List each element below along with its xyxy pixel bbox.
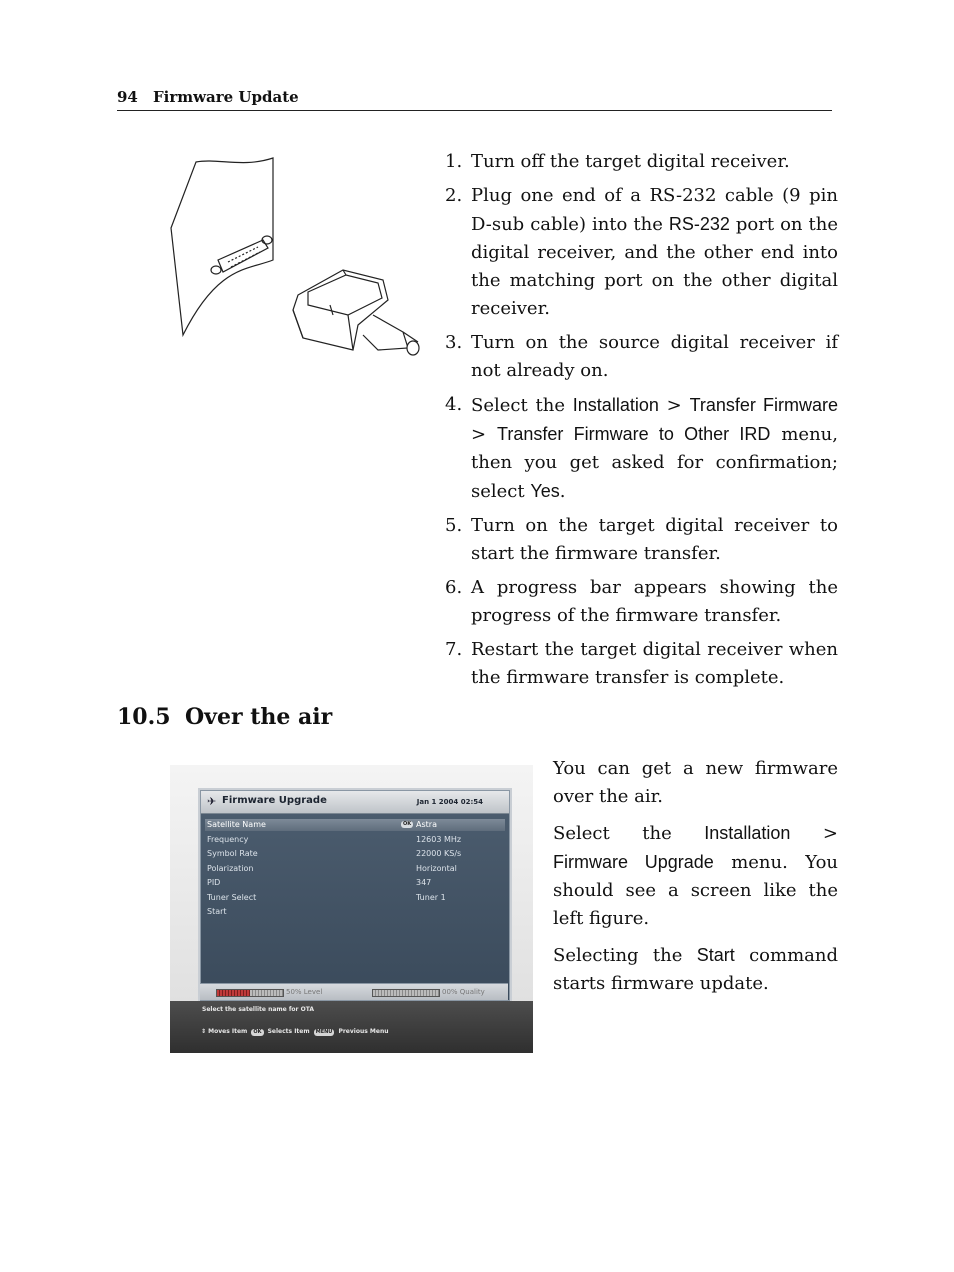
section-heading (117, 704, 332, 730)
step-number: 7. (445, 639, 463, 660)
menu-term: Installation (704, 823, 791, 843)
text-run: . (559, 481, 566, 502)
menu-row-value: 22000 KS/s (416, 849, 462, 858)
nav-moves: Moves Item (208, 1028, 248, 1035)
step-item (445, 574, 838, 630)
text-run: > (658, 395, 690, 416)
chapter-title: Firmware Update (153, 88, 299, 106)
menu-title: Firmware Upgrade (222, 795, 327, 806)
menu-row-value: Horizontal (416, 863, 457, 873)
step-number: 2. (445, 185, 463, 206)
menu-row-label: Symbol Rate (207, 849, 258, 858)
step-item (445, 329, 838, 385)
menu-row-value: Astra (416, 820, 437, 829)
menu-term: Firmware Upgrade (553, 852, 714, 872)
menu-row (205, 834, 505, 846)
text-run: Turn on the source digital receiver if not already on. (471, 332, 838, 381)
menu-row (205, 892, 505, 904)
text-run: port on the digital receiver, and the other end into the matching port on the other digital receiver. (471, 214, 838, 319)
step-number: 3. (445, 332, 463, 353)
menu-row-value: 12603 MHz (416, 834, 462, 844)
step-item (445, 148, 838, 176)
nav-previous: Previous Menu (338, 1028, 389, 1035)
step-number: 5. (445, 515, 463, 536)
quality-label: 00% Quality (442, 988, 485, 996)
up-down-arrow-icon: ⇕ (201, 1028, 207, 1035)
transfer-steps-list (445, 148, 838, 698)
ota-paragraph (553, 755, 838, 811)
level-meter (216, 989, 284, 997)
page-number: 94 (117, 88, 138, 106)
ota-paragraph (553, 941, 838, 998)
text-run: Plug one end of a RS-232 cable (9 pin D-sub cable) into the (471, 185, 838, 235)
menu-row-label: Start (207, 907, 227, 916)
step-number: 4. (445, 394, 463, 415)
signal-meter-bar (200, 983, 508, 1000)
text-run: Selecting the (553, 945, 697, 966)
menu-row (205, 848, 505, 860)
step-item (445, 391, 838, 506)
menu-row (205, 906, 505, 918)
menu-row-value: Tuner 1 (416, 892, 446, 902)
menu-term: Transfer Firmware to Other IRD (497, 424, 771, 444)
menu-row (205, 819, 505, 831)
level-meter-fill (217, 990, 250, 996)
menu-row-label: Frequency (207, 834, 249, 844)
quality-meter (372, 989, 440, 997)
menu-row-label: Tuner Select (207, 892, 257, 902)
section-title: Over the air (185, 704, 333, 730)
menu-row (205, 863, 505, 875)
text-run: menu, then you get asked for confirmation; select (471, 424, 838, 502)
ota-paragraph (553, 819, 838, 933)
text-run: Restart the target digital receiver when the firmware transfer is complete. (471, 639, 838, 688)
ok-key-icon: OK (402, 821, 412, 827)
ok-key-icon: OK (253, 1029, 262, 1035)
level-label: 50% Level (286, 988, 323, 996)
satellite-icon: ✈ (207, 795, 217, 808)
rs232-connector-illustration (168, 150, 430, 365)
text-run: > (790, 823, 838, 844)
text-run: Select the (553, 823, 705, 844)
menu-term: Transfer Firmware (689, 395, 838, 415)
text-run: Turn on the target digital receiver to start the firmware transfer. (471, 515, 838, 564)
firmware-upgrade-screenshot (170, 765, 533, 1053)
step-item (445, 182, 838, 323)
menu-row-value: 347 (416, 878, 432, 887)
step-number: 6. (445, 577, 463, 598)
page-header (117, 86, 832, 111)
text-run: Select the (471, 395, 573, 416)
menu-row-label: Satellite Name (207, 820, 266, 829)
menu-term: Installation (572, 395, 659, 415)
step-item (445, 512, 838, 568)
menu-term: Start (696, 945, 735, 965)
step-item (445, 636, 838, 692)
menu-key-icon: MENU (315, 1029, 333, 1035)
text-run: command starts firmware update. (553, 945, 838, 994)
help-text: Select the satellite name for OTA (202, 1006, 314, 1013)
menu-date: Jan 1 2004 02:54 (416, 798, 483, 806)
menu-row-label: Polarization (207, 863, 254, 873)
menu-panel (200, 790, 510, 1001)
help-nav (201, 1028, 388, 1036)
nav-selects: Selects Item (267, 1028, 310, 1035)
text-run: A progress bar appears showing the progress of the firmware transfer. (471, 577, 838, 626)
text-run: menu. You should see a screen like the left figure. (553, 852, 839, 929)
text-run: > (471, 424, 498, 445)
menu-title-bar (201, 791, 509, 814)
help-bar (170, 1001, 533, 1053)
menu-term: Yes (530, 481, 560, 501)
ota-description (553, 755, 838, 1006)
text-run: You can get a new firmware over the air. (553, 758, 838, 807)
step-number: 1. (445, 151, 463, 172)
menu-row-label: PID (207, 878, 221, 887)
menu-row (205, 877, 505, 889)
section-number: 10.5 (117, 704, 171, 730)
text-run: Turn off the target digital receiver. (471, 151, 790, 172)
menu-term: RS-232 (668, 214, 730, 234)
